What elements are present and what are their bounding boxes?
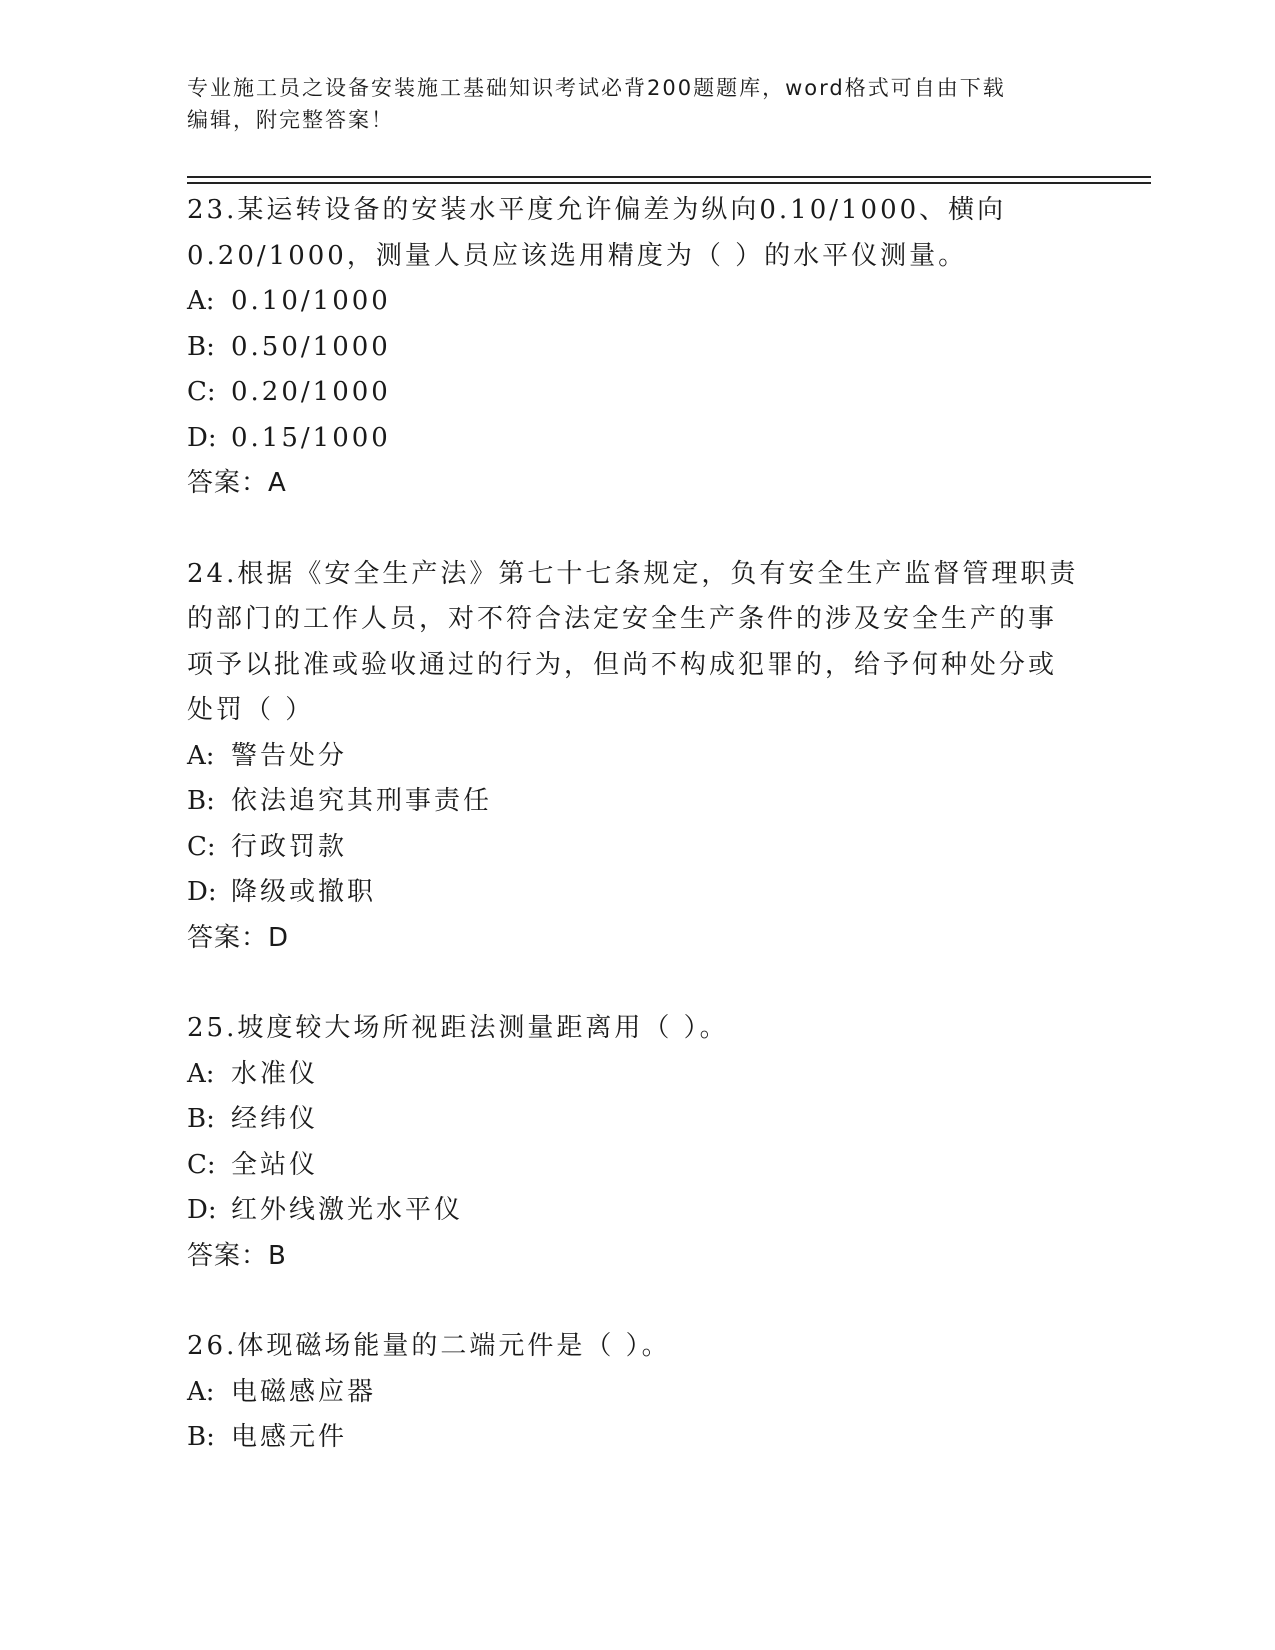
option-key: A: <box>187 1058 215 1089</box>
option-d <box>187 870 1087 916</box>
option-key: D: <box>187 877 217 907</box>
option-text: 0.20/1000 <box>231 377 391 407</box>
option-a <box>187 734 1087 780</box>
option-a <box>187 1370 1087 1416</box>
option-key: A: <box>187 740 215 771</box>
option-c <box>187 825 1087 871</box>
option-key: A: <box>187 286 215 316</box>
question-stem-line: 25.坡度较大场所视距法测量距离用（ ）。 <box>187 1013 729 1043</box>
question-item <box>187 1006 1087 1279</box>
option-text: 经纬仪 <box>231 1104 319 1134</box>
option-text: 电感元件 <box>231 1422 348 1452</box>
option-key: C: <box>187 1149 216 1180</box>
document-header <box>187 72 1067 136</box>
option-key: B: <box>187 786 215 816</box>
header-line-1: 专业施工员之设备安装施工基础知识考试必背200题题库，word格式可自由下载 <box>187 76 1006 100</box>
option-text: 红外线激光水平仪 <box>231 1195 464 1225</box>
option-key: B: <box>187 1422 215 1452</box>
option-text: 0.50/1000 <box>231 331 391 362</box>
question-item <box>187 552 1087 962</box>
option-text: 行政罚款 <box>231 831 348 862</box>
option-text: 0.15/1000 <box>231 422 391 453</box>
option-text: 依法追究其刑事责任 <box>231 786 493 816</box>
answer-line: 答案：B <box>187 1240 287 1271</box>
option-key: D: <box>187 422 217 453</box>
option-text: 0.10/1000 <box>231 286 391 316</box>
option-key: D: <box>187 1195 217 1225</box>
option-key: B: <box>187 1104 215 1134</box>
option-text: 全站仪 <box>231 1149 319 1180</box>
option-b <box>187 325 1087 371</box>
option-text: 电磁感应器 <box>231 1376 377 1407</box>
question-stem-line: 24.根据《安全生产法》第七十七条规定，负有安全生产监督管理职责 <box>187 558 1079 589</box>
answer-line: 答案：D <box>187 922 290 953</box>
question-stem-line: 26.体现磁场能量的二端元件是（ ）。 <box>187 1331 671 1361</box>
option-a <box>187 1052 1087 1098</box>
answer-line: 答案：A <box>187 468 287 498</box>
option-text: 水准仪 <box>231 1058 319 1089</box>
option-d <box>187 1188 1087 1234</box>
option-c <box>187 370 1087 416</box>
question-stem-line: 项予以批准或验收通过的行为，但尚不构成犯罪的，给予何种处分或 <box>187 649 1058 680</box>
question-stem-line: 0.20/1000，测量人员应该选用精度为（ ）的水平仪测量。 <box>187 240 968 271</box>
option-d <box>187 416 1087 462</box>
option-b <box>187 1097 1087 1143</box>
option-text: 警告处分 <box>231 740 348 771</box>
header-divider-bottom <box>187 182 1151 184</box>
option-a <box>187 279 1087 325</box>
question-stem-line: 的部门的工作人员，对不符合法定安全生产条件的涉及安全生产的事 <box>187 604 1058 634</box>
question-stem-line: 处罚（ ） <box>187 695 315 725</box>
option-b <box>187 779 1087 825</box>
option-key: A: <box>187 1376 215 1407</box>
option-text: 降级或撤职 <box>231 877 377 907</box>
option-key: B: <box>187 331 215 362</box>
header-line-2: 编辑，附完整答案！ <box>187 108 394 132</box>
question-list <box>187 188 1087 1506</box>
question-item <box>187 188 1087 507</box>
option-b <box>187 1415 1087 1461</box>
option-c <box>187 1143 1087 1189</box>
question-stem-line: 23.某运转设备的安装水平度允许偏差为纵向0.10/1000、横向 <box>187 195 1007 225</box>
question-item <box>187 1324 1087 1461</box>
option-key: C: <box>187 377 216 407</box>
header-divider-top <box>187 176 1151 178</box>
option-key: C: <box>187 831 216 862</box>
